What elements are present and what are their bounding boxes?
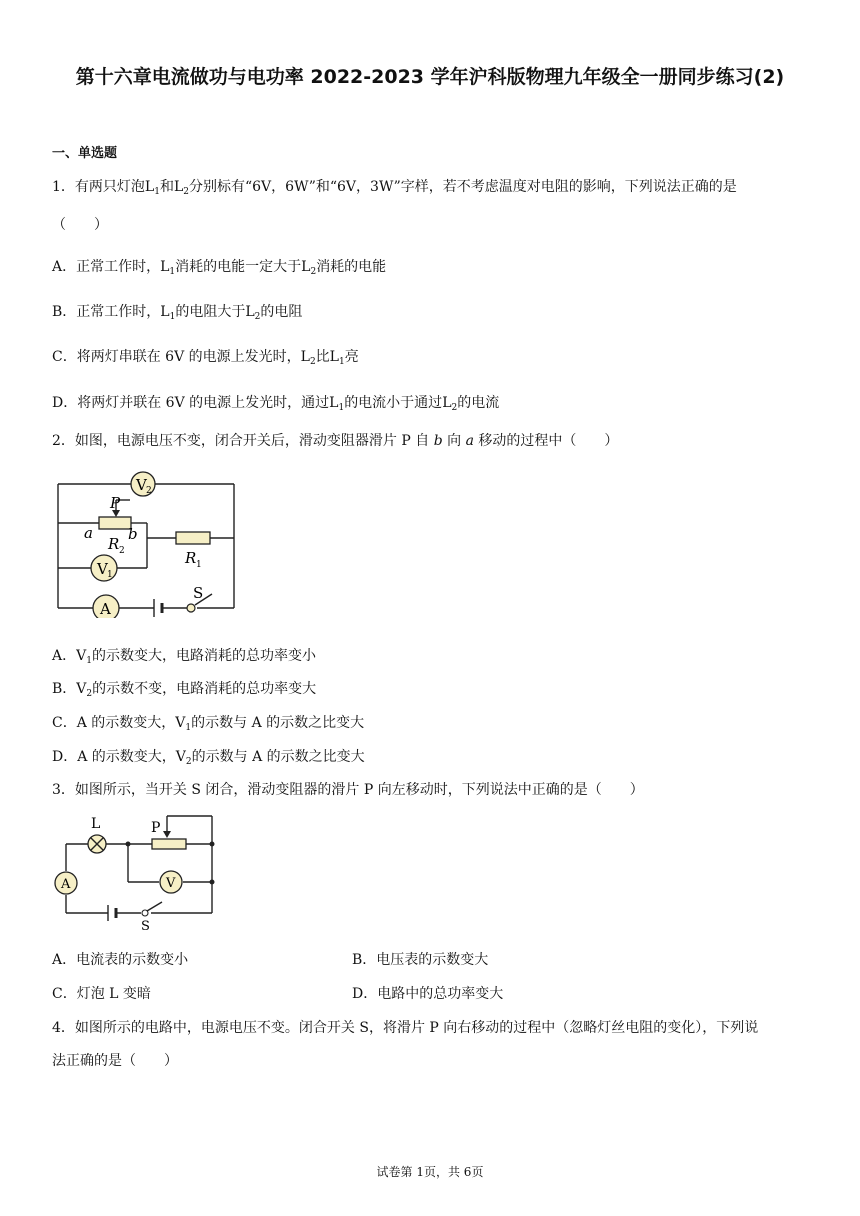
option-text: 的电阻大于 (175, 304, 246, 320)
q3-option-d: D．电路中的总功率变大 (352, 986, 504, 1002)
subscript: 2 (86, 689, 93, 699)
q1-stem-text: 和 (159, 179, 174, 195)
resistor-label: R (185, 549, 197, 567)
q1-paren: （ ） (52, 217, 108, 233)
page-footer: 试卷第 1页，共 6页 (376, 1165, 484, 1179)
option-text: 消耗的电能一定大于 (175, 259, 302, 275)
subscript: 1 (169, 312, 176, 322)
lamp-label: L (442, 395, 452, 411)
lamp-label: L (160, 259, 170, 275)
subscript: 2 (309, 357, 316, 367)
lamp-label: L (173, 179, 184, 195)
q3-option-b: B．电压表的示数变大 (352, 952, 489, 968)
meter-label: V (136, 476, 147, 494)
option-text: A．正常工作时， (52, 259, 161, 275)
resistor-r1 (176, 532, 210, 544)
q2-option-a (52, 647, 316, 665)
lamp-label: L (245, 304, 255, 320)
subscript: 1 (154, 187, 160, 197)
q2-stem (52, 432, 618, 450)
subscript: 1 (196, 560, 202, 570)
q1-option-b (52, 303, 302, 321)
resistor-label: R (108, 535, 120, 553)
subscript: 2 (146, 486, 152, 496)
switch-icon (147, 902, 162, 911)
q1-stem (52, 178, 737, 196)
subscript: 1 (107, 570, 113, 580)
subscript: 2 (119, 546, 125, 556)
junction-dot (126, 842, 131, 847)
q2-stem-text: 向 (447, 433, 462, 449)
option-text: 消耗的电能 (316, 259, 387, 275)
q2-option-c (52, 714, 364, 732)
option-text: 的电流 (457, 395, 500, 411)
q2-option-d (52, 748, 365, 766)
option-text: 的示数变大，电路消耗的总功率变小 (91, 648, 316, 664)
subscript: 1 (185, 723, 192, 733)
option-text: B．正常工作时， (52, 304, 161, 320)
option-text: 的电阻 (260, 304, 303, 320)
meter-label: V (166, 876, 176, 891)
option-text: 亮 (344, 349, 359, 365)
option-text: 的示数不变，电路消耗的总功率变大 (92, 681, 317, 697)
rheostat-r2 (99, 517, 131, 529)
subscript: 1 (338, 403, 345, 413)
terminal-label: a (84, 524, 93, 542)
lamp-label: L (144, 179, 155, 195)
q4-stem-line2: 法正确的是（ ） (52, 1053, 178, 1069)
option-text: C．A 的示数变大，V (52, 715, 186, 731)
q1-option-a (52, 258, 386, 276)
slider-label: P (110, 494, 121, 512)
option-text: 的示数与 A 的示数之比变大 (191, 749, 365, 765)
q1-option-d (52, 394, 499, 412)
option-text: C．将两灯串联在 6V 的电源上发光时， (52, 349, 301, 365)
q1-stem-text: 分别标有“6V，6W”和“6V，3W”字样，若不考虑温度对电阻的影响，下列说法正确的是 (188, 179, 737, 195)
option-text: 的示数与 A 的示数之比变大 (191, 715, 365, 731)
terminal-label: b (433, 433, 443, 449)
meter-label: A (61, 877, 71, 892)
q3-stem: 3．如图所示，当开关 S 闭合，滑动变阻器的滑片 P 向左移动时，下列说法中正确的是（ ） (52, 782, 644, 798)
option-text: B．V (52, 681, 87, 697)
page-title: 第十六章电流做功与电功率 2022-2023 学年沪科版物理九年级全一册同步练习(2) (75, 66, 785, 88)
subscript: 2 (183, 187, 189, 197)
subscript: 1 (86, 656, 92, 666)
subscript: 2 (185, 757, 192, 767)
subscript: 1 (338, 357, 345, 367)
q1-option-c (52, 348, 359, 366)
q3-option-a: A．电流表的示数变小 (52, 952, 189, 968)
q2-stem-text: 2．如图，电源电压不变，闭合开关后，滑动变阻器滑片 P 自 (52, 433, 430, 449)
option-text: A．V (52, 648, 87, 664)
option-text: D．将两灯并联在 6V 的电源上发光时，通过 (52, 395, 330, 411)
switch-label: S (141, 919, 150, 930)
slider-arrow-icon (163, 831, 171, 838)
lamp-label: L (329, 349, 339, 365)
terminal-label: a (465, 433, 474, 449)
subscript: 1 (169, 267, 176, 277)
switch-contact (187, 604, 195, 612)
lamp-label: L (329, 395, 339, 411)
meter-label: A (100, 600, 111, 618)
q2-option-b (52, 680, 316, 698)
switch-label: S (193, 584, 204, 602)
junction-dot (210, 880, 215, 885)
circuit-diagram-q3 (52, 812, 222, 930)
lamp-label: L (301, 259, 311, 275)
subscript: 2 (451, 403, 458, 413)
section-heading: 一、单选题 (52, 146, 118, 161)
circuit-diagram-q2 (50, 468, 250, 618)
rheostat (152, 839, 186, 849)
option-text: D．A 的示数变大，V (52, 749, 186, 765)
lamp-label: L (160, 304, 170, 320)
q3-option-c: C．灯泡 L 变暗 (52, 986, 151, 1002)
slider-label: P (151, 820, 161, 836)
subscript: 2 (254, 312, 261, 322)
junction-dot (210, 842, 215, 847)
q4-stem-line1: 4．如图所示的电路中，电源电压不变。闭合开关 S，将滑片 P 向右移动的过程中（忽略灯丝电阻的变化），下列说 (52, 1020, 759, 1036)
q2-stem-text: 移动的过程中（ ） (478, 433, 619, 449)
subscript: 2 (310, 267, 317, 277)
lamp-label: L (91, 816, 101, 832)
meter-label: V (97, 560, 108, 578)
option-text: 的电流小于通过 (344, 395, 443, 411)
option-text: 比 (315, 349, 330, 365)
terminal-label: b (128, 525, 138, 543)
q1-stem-text: 1．有两只灯泡 (52, 179, 145, 195)
lamp-label: L (300, 349, 310, 365)
